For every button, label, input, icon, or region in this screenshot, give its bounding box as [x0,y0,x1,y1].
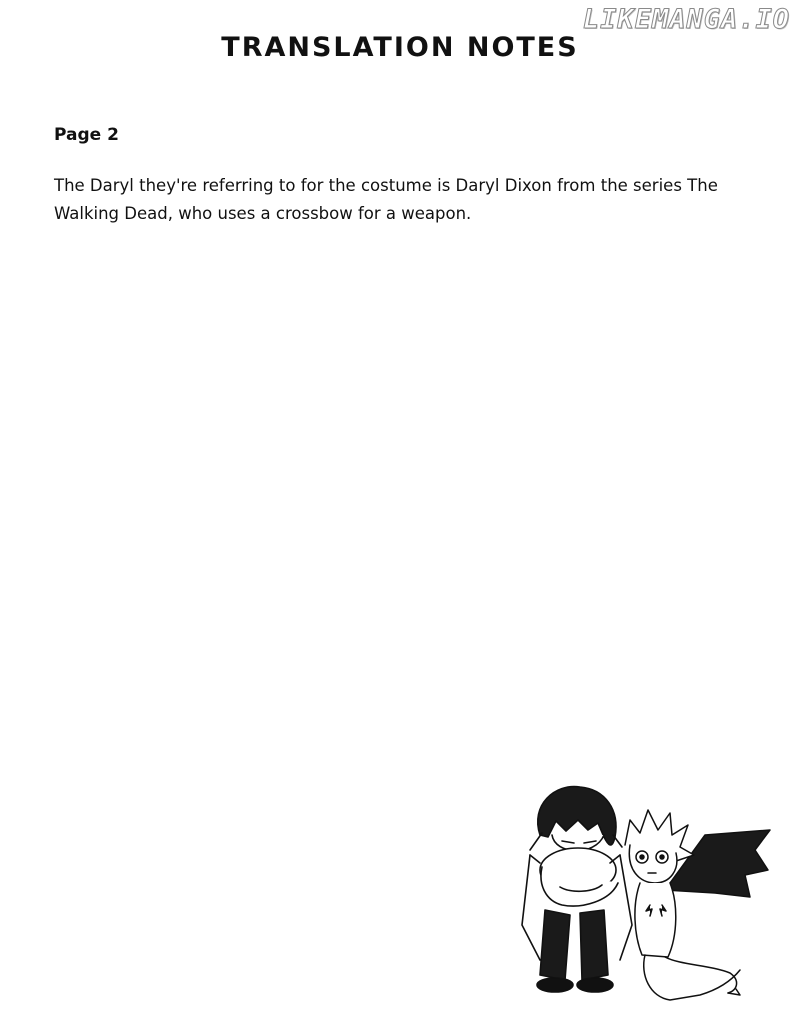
page-title: TRANSLATION NOTES [221,32,579,63]
winged-character [625,810,770,1000]
dark-haired-character [522,787,632,992]
site-watermark: LIKEMANGA.IO [582,4,790,35]
note-page-label: Page 2 [54,125,119,145]
chibi-characters-illustration [500,775,775,1015]
note-text: The Daryl they're referring to for the costume is Daryl Dixon from the series The Walking Dead, who uses a crossbow for a weapon. [54,176,718,223]
